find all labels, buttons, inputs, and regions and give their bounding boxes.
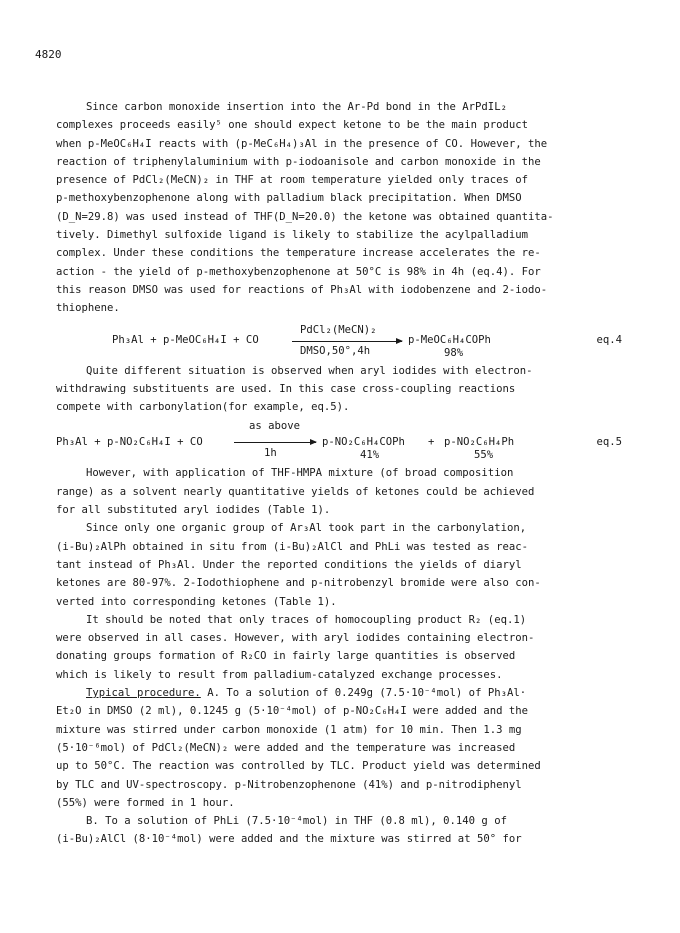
text-line: by TLC and UV-spectroscopy. p-Nitrobenzophenone (41%) and p-nitrodiphenyl bbox=[56, 778, 522, 791]
text-line: presence of PdCl₂(MeCN)₂ in THF at room temperature yielded only traces of bbox=[56, 174, 528, 187]
text-line: this reason DMSO was used for reactions of Ph₃Al with iodobenzene and 2-iodo- bbox=[56, 283, 548, 296]
eq5-label: eq.5 bbox=[596, 436, 622, 449]
reaction-arrow-icon bbox=[234, 442, 316, 443]
text-line: were observed in all cases. However, with aryl iodides containing electron- bbox=[56, 632, 535, 645]
eq4-label: eq.4 bbox=[596, 333, 622, 346]
paragraph-5 bbox=[56, 611, 630, 684]
text-line: tively. Dimethyl sulfoxide ligand is likely to stabilize the acylpalladium bbox=[56, 229, 528, 242]
eq5-yield-2: 55% bbox=[474, 449, 494, 462]
text-line bbox=[56, 684, 630, 702]
text-run: A. To a solution of 0.249g (7.5·10⁻⁴mol) of Ph₃Al· bbox=[200, 687, 527, 700]
text-line: (D_N=29.8) was used instead of THF(D_N=20.0) the ketone was obtained quantita- bbox=[56, 210, 554, 223]
text-line: reaction of triphenylaluminium with p-iodoanisole and carbon monoxide in the bbox=[56, 155, 541, 168]
text-line: Et₂O in DMSO (2 ml), 0.1245 g (5·10⁻⁴mol) of p-NO₂C₆H₄I were added and the bbox=[56, 705, 528, 718]
eq5-product-1: p-NO₂C₆H₄COPh bbox=[322, 436, 405, 449]
text-line: (i-Bu)₂AlCl (8·10⁻⁴mol) were added and the mixture was stirred at 50° for bbox=[56, 833, 522, 846]
page-number: 4820 bbox=[35, 48, 62, 61]
eq5-plus: + bbox=[428, 436, 435, 449]
text-line: compete with carbonylation(for example, eq.5). bbox=[56, 401, 350, 414]
text-line: It should be noted that only traces of homocoupling product R₂ (eq.1) bbox=[86, 613, 527, 626]
text-line: (5·10⁻⁶mol) of PdCl₂(MeCN)₂ were added and the temperature was increased bbox=[56, 741, 516, 754]
paragraph-2 bbox=[56, 362, 630, 417]
paragraph-6 bbox=[56, 684, 630, 812]
text-line: (55%) were formed in 1 hour. bbox=[56, 796, 235, 809]
eq4-conditions: DMSO,50°,4h bbox=[300, 344, 371, 357]
text-line: B. To a solution of PhLi (7.5·10⁻⁴mol) in THF (0.8 ml), 0.140 g of bbox=[86, 815, 507, 828]
text-line: complexes proceeds easily⁵ one should expect ketone to be the main product bbox=[56, 119, 528, 132]
paragraph-7 bbox=[56, 812, 630, 849]
text-line: Since only one organic group of Ar₃Al took part in the carbonylation, bbox=[86, 522, 527, 535]
eq5-conditions-below: 1h bbox=[264, 447, 277, 460]
text-line: up to 50°C. The reaction was controlled by TLC. Product yield was determined bbox=[56, 760, 541, 773]
text-line: (i-Bu)₂AlPh obtained in situ from (i-Bu)₂AlCl and PhLi was tested as reac- bbox=[56, 540, 528, 553]
text-line: p-methoxybenzophenone along with palladium black precipitation. When DMSO bbox=[56, 192, 522, 205]
eq4-catalyst: PdCl₂(MeCN)₂ bbox=[300, 323, 377, 336]
eq4-reactants: Ph₃Al + p-MeOC₆H₄I + CO bbox=[112, 333, 259, 346]
procedure-heading: Typical procedure. bbox=[86, 687, 201, 700]
text-line: verted into corresponding ketones (Table 1). bbox=[56, 595, 337, 608]
text-line: range) as a solvent nearly quantitative yields of ketones could be achieved bbox=[56, 485, 535, 498]
text-line: mixture was stirred under carbon monoxide (1 atm) for 10 min. Then 1.3 mg bbox=[56, 723, 522, 736]
text-line: donating groups formation of R₂CO in fairly large quantities is observed bbox=[56, 650, 516, 663]
equation-5 bbox=[56, 420, 630, 460]
eq4-product: p-MeOC₆H₄COPh bbox=[408, 333, 491, 346]
text-line: withdrawing substituents are used. In this case cross-coupling reactions bbox=[56, 382, 516, 395]
paragraph-4 bbox=[56, 519, 630, 610]
text-line: for all substituted aryl iodides (Table 1). bbox=[56, 504, 331, 517]
text-line: thiophene. bbox=[56, 302, 120, 315]
paragraph-1 bbox=[56, 98, 630, 318]
text-line: ketones are 80-97%. 2-Iodothiophene and p-nitrobenzyl bromide were also con- bbox=[56, 577, 541, 590]
text-line: Since carbon monoxide insertion into the Ar-Pd bond in the ArPdIL₂ bbox=[86, 101, 507, 113]
eq4-yield: 98% bbox=[444, 346, 464, 359]
text-line: complex. Under these conditions the temperature increase accelerates the re- bbox=[56, 247, 541, 260]
text-line: tant instead of Ph₃Al. Under the reported conditions the yields of diaryl bbox=[56, 558, 522, 571]
text-line: However, with application of THF-HMPA mixture (of broad composition bbox=[86, 467, 514, 480]
eq5-product-2: p-NO₂C₆H₄Ph bbox=[444, 436, 515, 449]
article-body bbox=[56, 98, 630, 849]
equation-4 bbox=[56, 322, 630, 358]
paragraph-3 bbox=[56, 464, 630, 519]
eq5-conditions-above: as above bbox=[249, 420, 301, 433]
eq5-reactants: Ph₃Al + p-NO₂C₆H₄I + CO bbox=[56, 436, 203, 449]
eq5-yield-1: 41% bbox=[360, 449, 380, 462]
text-line: action - the yield of p-methoxybenzophenone at 50°C is 98% in 4h (eq.4). For bbox=[56, 265, 541, 278]
text-line: when p-MeOC₆H₄I reacts with (p-MeC₆H₄)₃Al in the presence of CO. However, the bbox=[56, 137, 548, 150]
text-line: Quite different situation is observed when aryl iodides with electron- bbox=[86, 364, 533, 377]
text-line: which is likely to result from palladium-catalyzed exchange processes. bbox=[56, 668, 503, 681]
